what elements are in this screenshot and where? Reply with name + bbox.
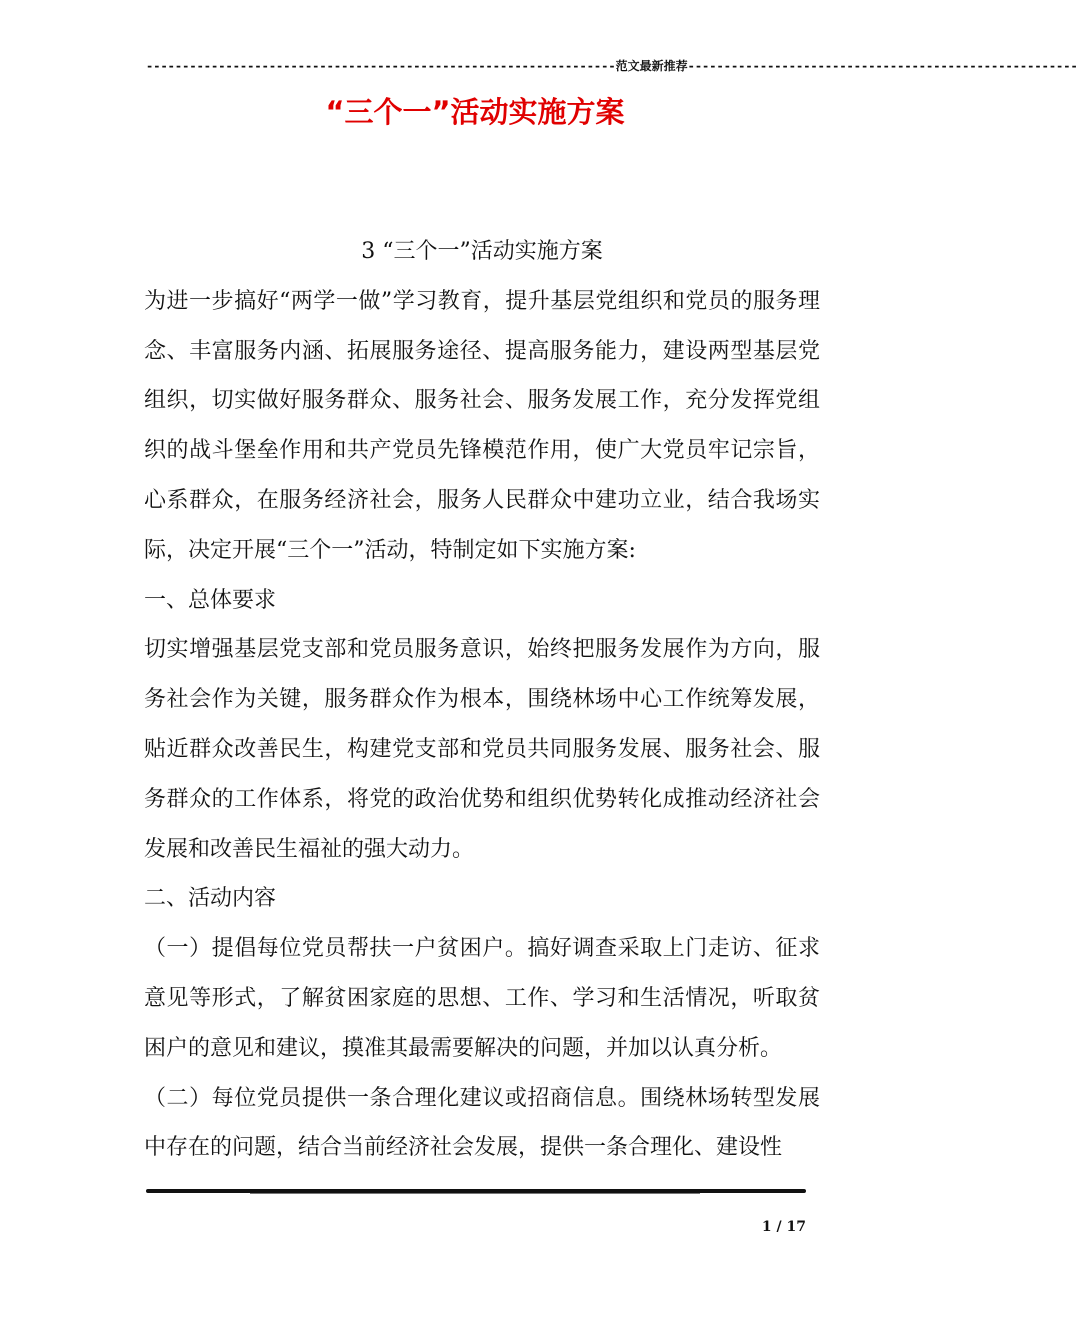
document-subtitle: 3 “三个一”活动实施方案 <box>361 239 603 264</box>
paragraph-activity-two: （二）每位党员提供一条合理化建议或招商信息。围绕林场转型发展中存在的问题，结合当前经济社会发展，提供一条合理化、建设性 <box>144 1085 820 1161</box>
section-heading-general-requirements: 一、总体要求 <box>144 587 277 613</box>
paragraph-intro: 为进一步搞好“两学一做”学习教育，提升基层党组织和党员的服务理念、丰富服务内涵、拓展服务途径、提高服务能力，建设两型基层党组织，切实做好服务群众、服务社会、服务发展工作，充分发挥党组织的战斗堡垒作用和共产党员先锋模范作用，使广大党员牢记宗旨，心系群众，在服务经济社会，服务人民群众中建功立业，结合我场实际，决定开展“三个一”活动，特制定如下实施方案: <box>144 288 820 563</box>
document-title: “三个一”活动实施方案 <box>325 95 625 129</box>
document-body <box>144 227 820 1173</box>
header-banner: -----------------------------------------------------------------范文最新推荐------------------------------------------------------ <box>146 59 1078 73</box>
page-number: 1 / 17 <box>761 1219 806 1235</box>
footer-divider-shadow <box>250 1193 700 1194</box>
paragraph-activity-one: （一）提倡每位党员帮扶一户贫困户。搞好调查采取上门走访、征求意见等形式，了解贫困家庭的思想、工作、学习和生活情况，听取贫困户的意见和建议，摸准其最需要解决的问题，并加以认真分析。 <box>144 936 820 1061</box>
paragraph-general-requirements: 切实增强基层党支部和党员服务意识，始终把服务发展作为方向，服务社会作为关键，服务群众作为根本，围绕林场中心工作统筹发展，贴近群众改善民生，构建党支部和党员共同服务发展、服务社会、服务群众的工作体系，将党的政治优势和组织优势转化成推动经济社会发展和改善民生福祉的强大动力。 <box>144 637 820 862</box>
section-heading-activity-content: 二、活动内容 <box>144 886 277 912</box>
